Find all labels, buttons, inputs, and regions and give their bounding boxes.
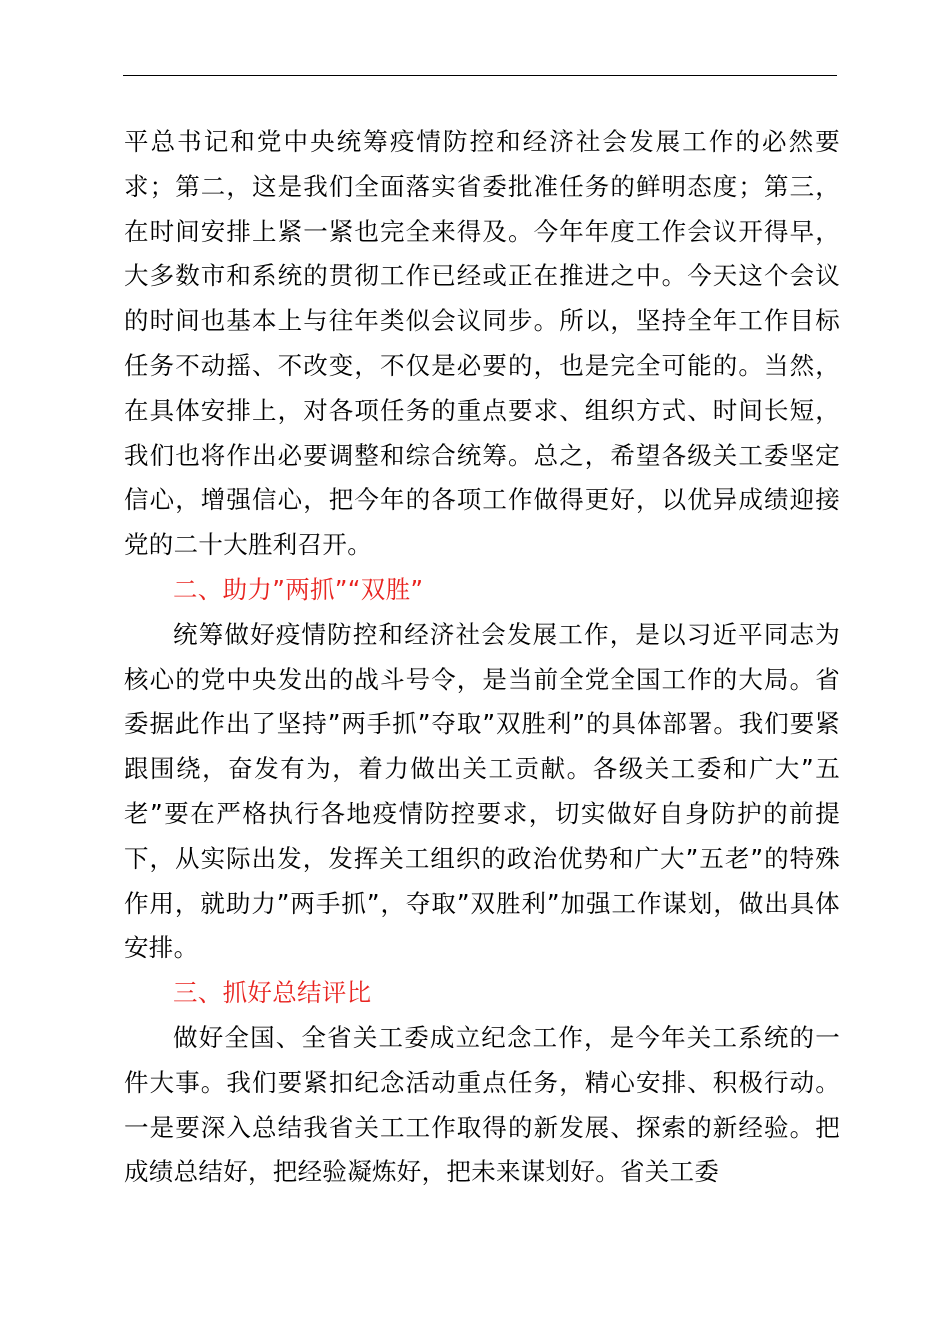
section-heading-2: 二、助力”两抓”“双胜”: [173, 574, 424, 604]
header-rule: [123, 75, 837, 76]
section-heading-3: 三、抓好总结评比: [173, 978, 372, 1008]
body-paragraph-3: 做好全国、全省关工委成立纪念工作，是今年关工系统的一件大事。我们要紧扣纪念活动重点任务，精心安排、积极行动。一是要深入总结我省关工工作取得的新发展、探索的新经验。把成绩总结好，把经验凝炼好，把未来谋划好。省关工委: [124, 1022, 840, 1187]
body-paragraph-1: 平总书记和党中央统筹疫情防控和经济社会发展工作的必然要求；第二，这是我们全面落实省委批准任务的鲜明态度；第三，在时间安排上紧一紧也完全来得及。今年年度工作会议开得早，大多数市和系统的贯彻工作已经或正在推进之中。今天这个会议的时间也基本上与往年类似会议同步。所以，坚持全年工作目标任务不动摇、不改变，不仅是必要的，也是完全可能的。当然，在具体安排上，对各项任务的重点要求、组织方式、时间长短，我们也将作出必要调整和综合统筹。总之，希望各级关工委坚定信心，增强信心，把今年的各项工作做得更好，以优异成绩迎接党的二十大胜利召开。: [124, 127, 840, 560]
body-paragraph-2: 统筹做好疫情防控和经济社会发展工作，是以习近平同志为核心的党中央发出的战斗号令，是当前全党全国工作的大局。省委据此作出了坚持”两手抓”夺取”双胜利”的具体部署。我们要紧跟围绕，奋发有为，着力做出关工贡献。各级关工委和广大”五老”要在严格执行各地疫情防控要求，切实做好自身防护的前提下，从实际出发，发挥关工组织的政治优势和广大”五老”的特殊作用，就助力”两手抓”，夺取”双胜利”加强工作谋划，做出具体安排。: [124, 619, 840, 963]
document-body: [124, 120, 840, 1195]
